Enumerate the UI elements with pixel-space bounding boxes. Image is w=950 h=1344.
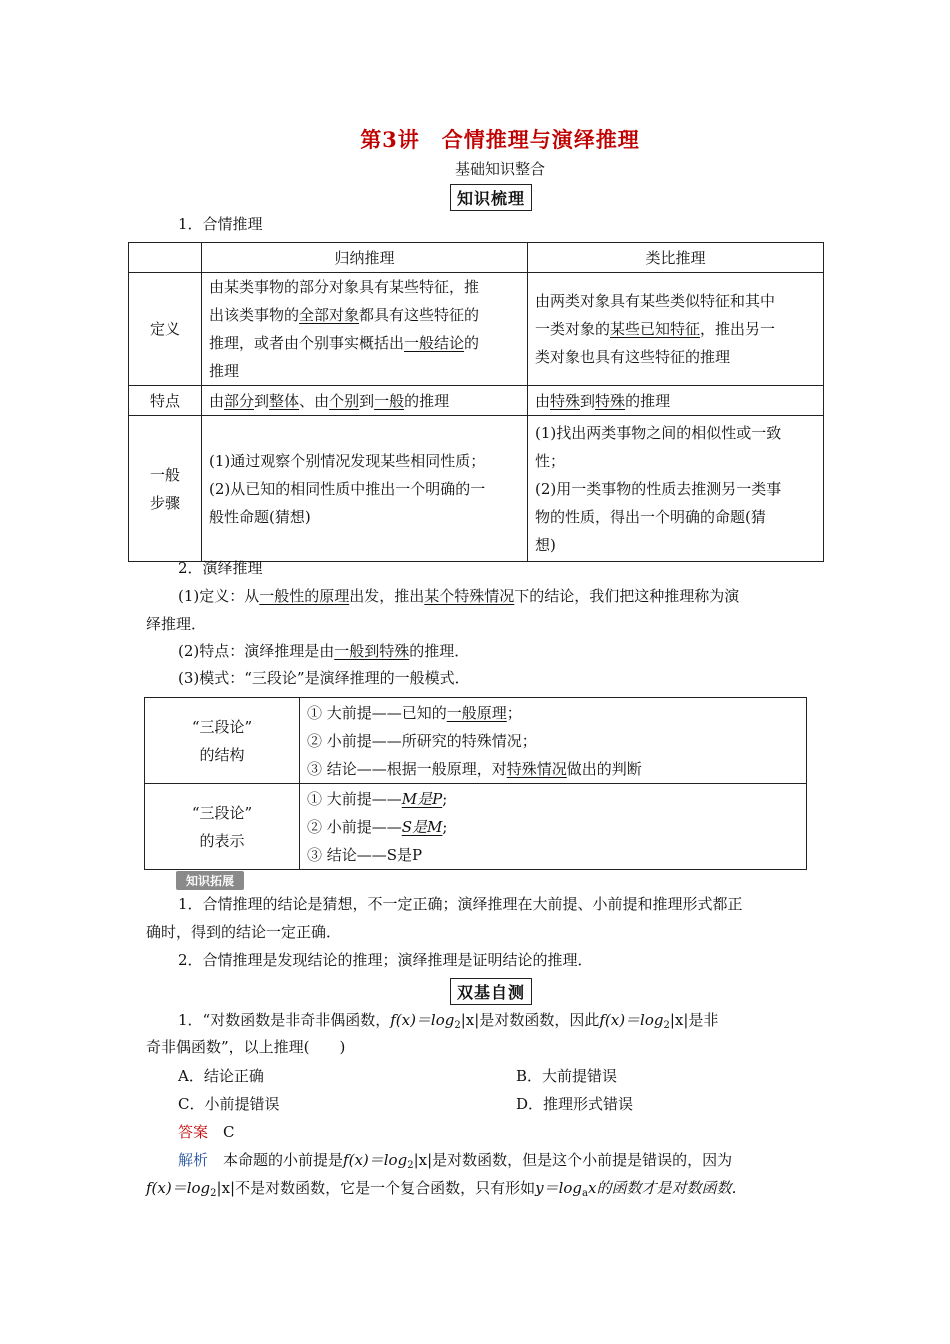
analysis-cont: $f(x)=\log_2|x|$不是对数函数，它是一个复合函数，只有形如$y=\log_ax$的函数才是对数函数．	[146, 1179, 747, 1199]
syllogism-structure: ① 大前提——已知的一般原理； ② 小前提——所研究的特殊情况； ③ 结论——根据一般原理，对特殊情况做出的判断	[300, 698, 807, 784]
heading-deductive-reasoning: 2．演绎推理	[178, 559, 263, 577]
answer: 答案 C	[178, 1123, 235, 1141]
question-1-stem: 1．“对数函数是非奇非偶函数，$f(x)=\log_2|x|$是对数函数，因此$f(x)=\log_2|x|$是非	[178, 1011, 719, 1031]
deduction-feature: (2)特点：演绎推理是由一般到特殊的推理．	[178, 642, 470, 660]
induction-steps: (1)通过观察个别情况发现某些相同性质； (2)从已知的相同性质中推出一个明确的一 般性命题(猜想)	[202, 416, 528, 562]
question-1-stem-cont: 奇非偶函数”，以上推理( )	[146, 1038, 346, 1056]
deduction-definition: (1)定义：从一般性的原理出发，推出某个特殊情况下的结论，我们把这种推理称为演	[178, 587, 740, 605]
heading-plausible-reasoning: 1．合情推理	[178, 215, 263, 233]
option-b: B．大前提错误	[516, 1067, 618, 1085]
induction-definition: 由某类事物的部分对象具有某些特征，推 出该类事物的全部对象都具有这些特征的 推理，或者由个别事实概括出一般结论的 推理	[202, 273, 528, 386]
col-analogy: 类比推理	[528, 243, 824, 273]
deduction-definition-cont: 绎推理．	[146, 615, 207, 633]
extension-point-2: 2．合情推理是发现结论的推理；演绎推理是证明结论的推理．	[178, 951, 593, 969]
analogy-feature: 由特殊到特殊的推理	[528, 386, 824, 416]
plausible-reasoning-table	[128, 242, 824, 562]
analysis: 解析 本命题的小前提是$f(x)=\log_2|x|$是对数函数，但是这个小前提是错误的，因为	[178, 1151, 733, 1171]
page-title: 第3讲 合情推理与演绎推理	[360, 127, 640, 152]
syllogism-table	[144, 697, 807, 870]
syllogism-representation-label: “三段论” 的表示	[145, 784, 300, 870]
option-d: D．推理形式错误	[516, 1095, 634, 1113]
syllogism-structure-label: “三段论” 的结构	[145, 698, 300, 784]
row-steps-label: 一般 步骤	[129, 416, 202, 562]
col-induction: 归纳推理	[202, 243, 528, 273]
row-feature-label: 特点	[129, 386, 202, 416]
extension-point-1: 1．合情推理的结论是猜想，不一定正确；演绎推理在大前提、小前提和推理形式都正	[178, 895, 743, 913]
induction-feature: 由部分到整体、由个别到一般的推理	[202, 386, 528, 416]
knowledge-extension-tag: 知识拓展	[176, 871, 244, 890]
syllogism-representation: ① 大前提——M是P; ② 小前提——S是M; ③ 结论——S是P	[300, 784, 807, 870]
section-label-self-test: 双基自测	[450, 978, 532, 1005]
option-a: A．结论正确	[178, 1067, 264, 1085]
row-definition-label: 定义	[129, 273, 202, 386]
analogy-steps: (1)找出两类事物之间的相似性或一致 性； (2)用一类事物的性质去推测另一类事 物的性质，得出一个明确的命题(猜 想)	[528, 416, 824, 562]
section-subtitle: 基础知识整合	[454, 160, 545, 178]
section-label-knowledge: 知识梳理	[450, 184, 532, 211]
deduction-mode: (3)模式：“三段论”是演绎推理的一般模式．	[178, 669, 470, 687]
option-c: C．小前提错误	[178, 1095, 280, 1113]
extension-point-1-cont: 确时，得到的结论一定正确．	[146, 923, 342, 941]
analogy-definition: 由两类对象具有某些类似特征和其中 一类对象的某些已知特征，推出另一 类对象也具有这些特征的推理	[528, 273, 824, 386]
